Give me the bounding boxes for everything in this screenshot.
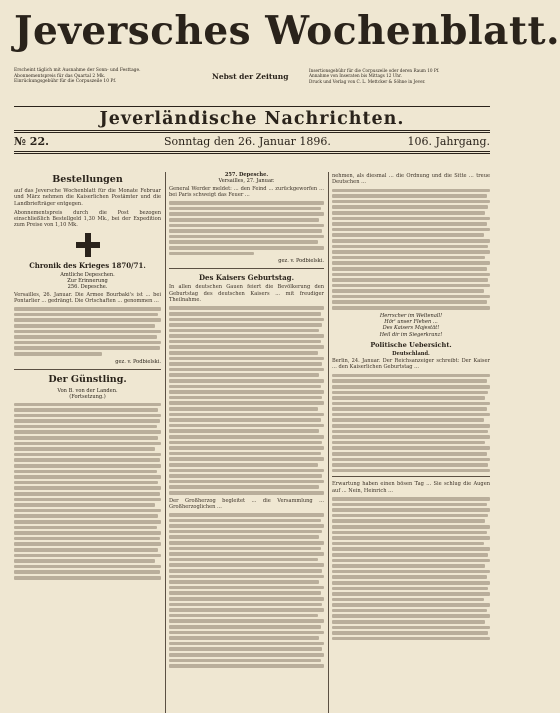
subhead bbox=[14, 68, 490, 106]
subscription-info bbox=[14, 68, 164, 85]
column-2 bbox=[169, 172, 324, 713]
article-text: nehmen, als diesmal ... die Ordnung und die Sitte ... treue Deutschen ... bbox=[332, 173, 490, 186]
masthead: Jeversches Wochenblatt. bbox=[14, 8, 560, 54]
poem-line: Des Kaisers Majestät! bbox=[382, 325, 440, 332]
column-divider bbox=[165, 172, 166, 713]
column-divider bbox=[328, 172, 329, 713]
iron-cross-icon bbox=[76, 233, 100, 257]
feuilleton-title: Der Günstling. bbox=[48, 373, 127, 385]
newspaper-page bbox=[14, 8, 560, 510]
text-lines bbox=[169, 201, 324, 255]
divider bbox=[14, 151, 490, 154]
advertising-info bbox=[309, 68, 490, 84]
article-text: Der Großherzog begleitet ... die Versammlung ... Großherzoglichen ... bbox=[169, 497, 324, 510]
dispatch-text: General Werder meldet: ... den Feind ... zurückgeworfen ... bei Paris schweigt das Feuer ... bbox=[169, 185, 324, 198]
dispatch-number: 257. Depesche. bbox=[224, 172, 269, 178]
text-lines bbox=[14, 307, 161, 355]
section-title: Jeverländische Nachrichten. bbox=[99, 109, 405, 129]
chronicle-heading: Chronik des Krieges 1870/71. bbox=[29, 260, 146, 270]
issue-line bbox=[14, 133, 490, 151]
poem-line: Herrscher im Weltenall! bbox=[379, 312, 443, 319]
text-lines bbox=[332, 189, 490, 310]
issue-number: № 22. bbox=[14, 135, 49, 148]
supplement-label: Nebst der Zeitung bbox=[212, 72, 289, 81]
birthday-text: In allen deutschen Gauen feiert die Bevölkerung den Geburtstag des deutschen Kaisers ... mit freudiger Theilnahme. bbox=[169, 284, 324, 304]
poem bbox=[332, 313, 490, 338]
subscription-price-text: Abonnementspreis durch die Post bezogen einschließlich Bestellgeld 1,30 Mk., bei der Expedition zum Preise von 1,10 Mk. bbox=[14, 209, 161, 229]
dispatch-place: Versailles, 27. Januar. bbox=[218, 178, 275, 185]
dispatch-text: Versailles, 26. Januar. Die Armee Bourbaki's ist ... bei Pontarlier ... gedrängt. Die Ortschaften ... genommen ... bbox=[14, 291, 161, 304]
subscription-heading: Bestellungen bbox=[52, 174, 123, 185]
column-3 bbox=[332, 172, 490, 713]
advertising-line: Insertionsgebühr für die Corpuszeile oder deren Raum 10 Pf. bbox=[309, 68, 440, 73]
divider bbox=[332, 476, 490, 477]
poem-line: Hör' unser Flehen ... bbox=[384, 318, 438, 325]
country-subheading: Deutschland. bbox=[392, 350, 430, 357]
divider bbox=[14, 369, 161, 370]
issue-date: Sonntag den 26. Januar 1896. bbox=[164, 135, 331, 148]
article-text: Erwartung haben einen bösen Tag ... Sie schlug die Augen auf ... Nein, Heinrich ... bbox=[332, 481, 490, 494]
politics-heading: Politische Uebersicht. bbox=[370, 340, 452, 349]
continuation-note: (Fortsetzung.) bbox=[69, 394, 106, 401]
subscription-line: Erscheint täglich mit Ausnahme der Sonn- und Festtage. bbox=[14, 68, 141, 73]
signature: gez. v. Podbielski. bbox=[278, 258, 324, 265]
remembrance-line: Zur Erinnerung bbox=[67, 278, 108, 285]
column-1 bbox=[14, 172, 161, 713]
subscription-line: Abonnementspreis für das Quartal 2 Mk. bbox=[14, 73, 106, 79]
advertising-line: Annahme von Inseraten bis Mittags 12 Uhr. bbox=[309, 73, 402, 79]
text-lines bbox=[169, 306, 324, 494]
feuilleton-author: Von B. von der Landen. bbox=[57, 387, 118, 394]
subscription-text: auf das Jeversche Wochenblatt für die Monate Februar und März nehmen die Kaiserlichen Postämter und die Landbriefträger entgegen. bbox=[14, 188, 161, 207]
dispatch-number: 256. Depesche. bbox=[67, 284, 108, 291]
subscription-line: Einrückungsgebühr für die Corpuszeile 10 Pf. bbox=[14, 79, 117, 85]
text-lines bbox=[14, 403, 161, 580]
columns bbox=[14, 172, 490, 713]
signature: gez. v. Podbielski. bbox=[115, 358, 161, 365]
advertising-line: Druck und Verlag von C. L. Mettcker & Söhne in Jever. bbox=[309, 78, 426, 84]
poem-line: Heil dir im Siegerkranz! bbox=[379, 331, 443, 338]
politics-text: Berlin, 24. Januar. Der Reichsanzeiger schreibt: Der Kaiser ... den Kaiserlichen Geburtstag ... bbox=[332, 358, 490, 371]
divider bbox=[169, 268, 324, 269]
text-lines bbox=[169, 513, 324, 668]
birthday-heading: Des Kaisers Geburtstag. bbox=[198, 273, 295, 283]
issue-year: 106. Jahrgang. bbox=[407, 135, 490, 148]
text-lines bbox=[332, 497, 490, 640]
text-lines bbox=[332, 374, 490, 473]
official-subheading: Amtliche Depeschen. bbox=[60, 271, 115, 278]
